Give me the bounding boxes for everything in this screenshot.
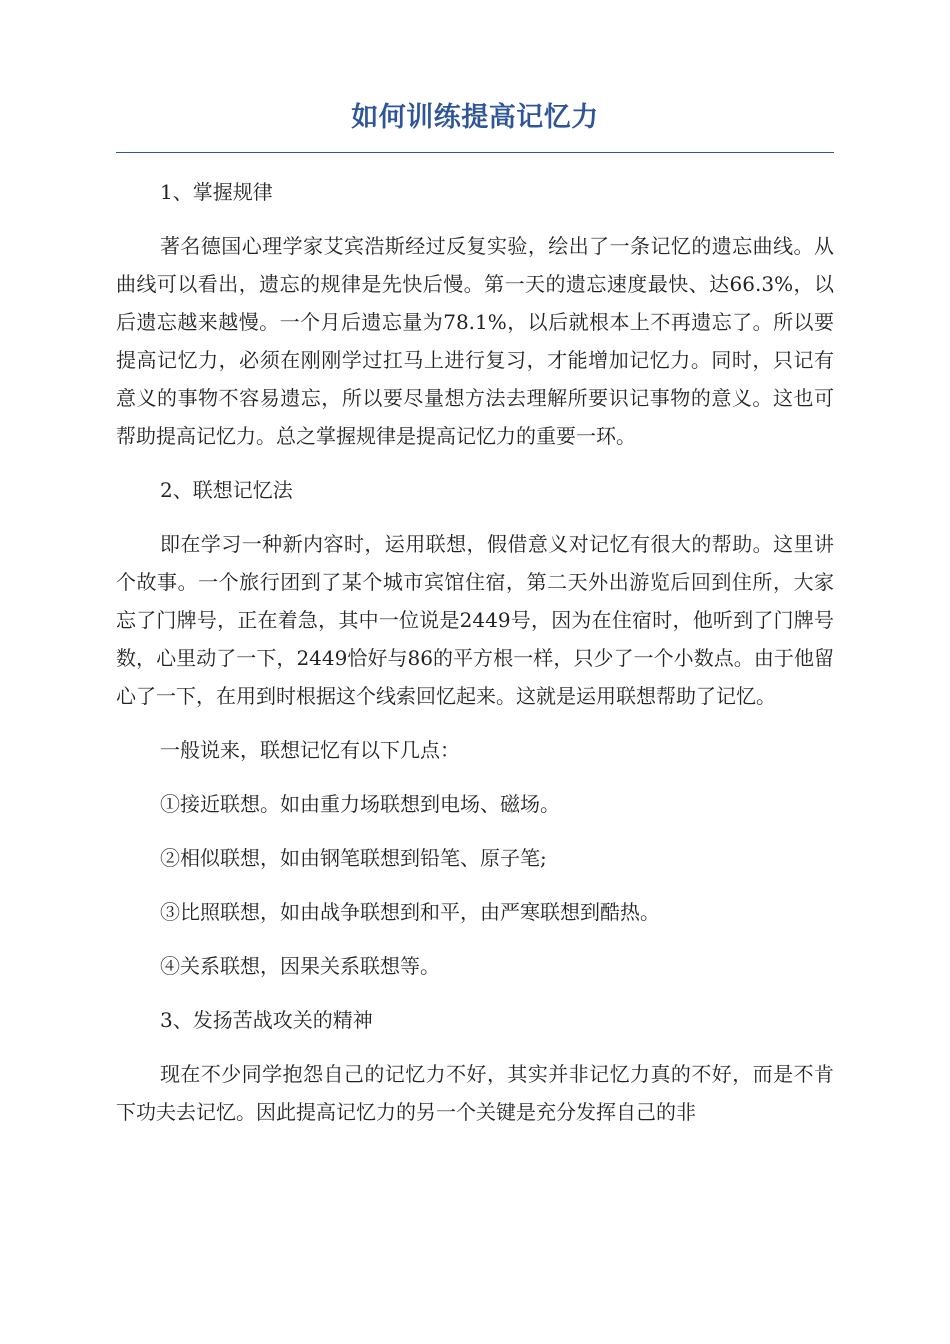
association-item-1: ①接近联想。如由重力场联想到电场、磁场。 (160, 792, 560, 816)
section-2-paragraph-2: 一般说来，联想记忆有以下几点： (160, 738, 460, 762)
section-heading-1: 1、掌握规律 (160, 180, 273, 204)
section-2-paragraph-1: 即在学习一种新内容时，运用联想，假借意义对记忆有很大的帮助。这里讲个故事。一个旅行团到了某个城市宾馆住宿，第二天外出游览后回到住所，大家忘了门牌号，正在着急，其中一位说是2449号，因为在住宿时，他听到了门牌号数，心里动了一下，2449恰好与86的平方根一样，只少了一个小数点。由于他留心了一下，在用到时根据这个线索回忆起来。这就是运用联想帮助了记忆。 (116, 532, 834, 708)
association-item-4: ④关系联想，因果关系联想等。 (160, 954, 440, 978)
title-underline (116, 152, 834, 153)
section-3-paragraph-1: 现在不少同学抱怨自己的记忆力不好，其实并非记忆力真的不好，而是不肯下功夫去记忆。因此提高记忆力的另一个关键是充分发挥自己的非 (116, 1062, 834, 1124)
section-1-paragraph-1: 著名德国心理学家艾宾浩斯经过反复实验，绘出了一条记忆的遗忘曲线。从曲线可以看出，遗忘的规律是先快后慢。第一天的遗忘速度最快、达66.3%，以后遗忘越来越慢。一个月后遗忘量为78.1%，以后就根本上不再遗忘了。所以要提高记忆力，必须在刚刚学过扛马上进行复习，才能增加记忆力。同时，只记有意义的事物不容易遗忘，所以要尽量想方法去理解所要识记事物的意义。这也可帮助提高记忆力。总之掌握规律是提高记忆力的重要一环。 (116, 234, 834, 448)
document-title: 如何训练提高记忆力 (351, 102, 599, 133)
section-heading-2: 2、联想记忆法 (160, 478, 293, 502)
document-page (116, 100, 834, 1147)
section-heading-3: 3、发扬苦战攻关的精神 (160, 1008, 373, 1032)
association-item-2: ②相似联想，如由钢笔联想到铅笔、原子笔; (160, 846, 547, 870)
association-item-3: ③比照联想，如由战争联想到和平，由严寒联想到酷热。 (160, 900, 660, 924)
